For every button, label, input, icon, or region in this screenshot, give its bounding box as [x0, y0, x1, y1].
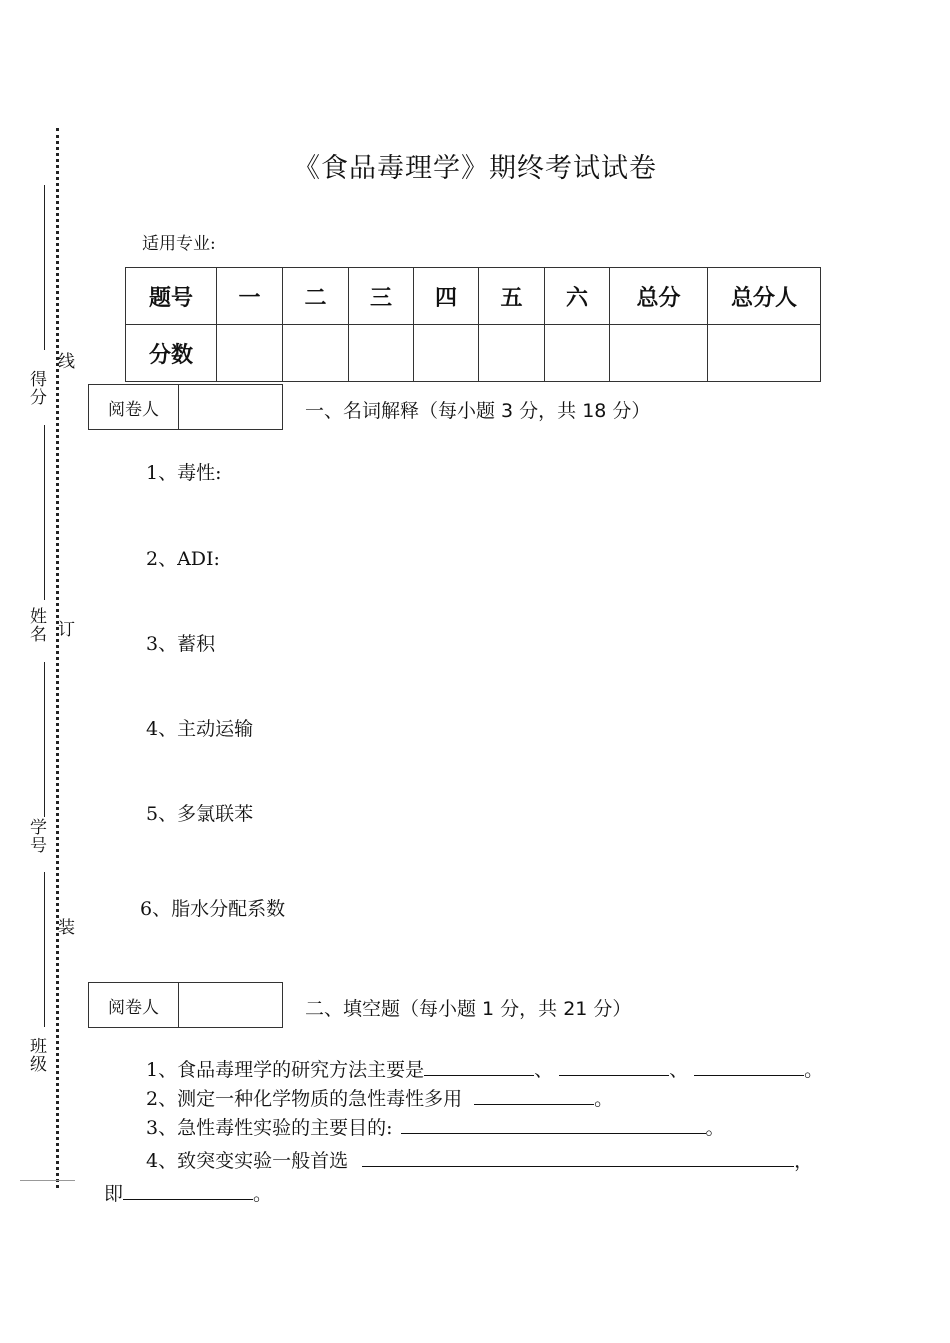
header-cell: 一: [217, 268, 283, 325]
reader-label: 阅卷人: [89, 983, 179, 1027]
score-table: [125, 267, 821, 382]
score-cell[interactable]: [217, 325, 283, 382]
term-item: 6、脂水分配系数: [140, 898, 286, 920]
score-cell[interactable]: [479, 325, 545, 382]
margin-blank-line: [44, 662, 45, 817]
header-cell: 三: [349, 268, 414, 325]
question-text: 2、测定一种化学物质的急性毒性多用: [146, 1088, 463, 1110]
margin-field-name: 姓名: [26, 607, 46, 643]
header-cell: 总分人: [708, 268, 821, 325]
header-cell: 六: [545, 268, 610, 325]
margin-label-ding: 订: [54, 620, 74, 638]
score-cell[interactable]: [414, 325, 479, 382]
term-item: 4、主动运输: [146, 718, 254, 740]
term-item: 5、多氯联苯: [146, 803, 254, 825]
answer-blank[interactable]: [401, 1113, 706, 1134]
reader-signature-cell[interactable]: [179, 983, 282, 1027]
reader-signature-cell[interactable]: [179, 385, 282, 429]
margin-blank-line: [44, 872, 45, 1027]
score-row-label: 分数: [126, 325, 217, 382]
answer-blank[interactable]: [559, 1055, 669, 1076]
section1-heading: 一、名词解释（每小题 3 分，共 18 分）: [305, 400, 651, 422]
score-cell[interactable]: [349, 325, 414, 382]
margin-field-student-id: 学号: [26, 818, 46, 854]
reader-box: [88, 384, 283, 430]
separator: 、: [669, 1059, 689, 1081]
margin-bottom-rule: [20, 1180, 75, 1181]
period: 。: [594, 1088, 614, 1110]
answer-blank[interactable]: [694, 1055, 804, 1076]
margin-label-line: 线: [54, 352, 74, 370]
comma: ，: [794, 1150, 814, 1172]
question-text: 1、食品毒理学的研究方法主要是: [146, 1059, 425, 1081]
score-cell[interactable]: [283, 325, 349, 382]
header-cell: 四: [414, 268, 479, 325]
fill-question-2: [146, 1084, 613, 1111]
period: 。: [705, 1117, 725, 1139]
term-item: 1、毒性:: [146, 462, 222, 484]
fill-question-4-continuation: [104, 1179, 272, 1206]
question-text: 3、急性毒性实验的主要目的:: [146, 1117, 393, 1139]
page-title: 《食品毒理学》期终考试试卷: [293, 153, 657, 184]
term-item: 2、ADI:: [146, 548, 220, 570]
margin-blank-line: [44, 425, 45, 600]
margin-label-zhuang: 装: [54, 918, 74, 936]
answer-blank[interactable]: [474, 1084, 594, 1105]
score-cell[interactable]: [708, 325, 821, 382]
question-text: 即: [104, 1183, 124, 1205]
margin-field-class: 班级: [26, 1037, 46, 1073]
question-text: 4、致突变实验一般首选: [146, 1150, 349, 1172]
score-cell[interactable]: [545, 325, 610, 382]
major-label: 适用专业:: [142, 234, 216, 254]
score-table-header-row: [126, 268, 821, 325]
header-cell: 总分: [610, 268, 708, 325]
header-cell: 题号: [126, 268, 217, 325]
binding-dotted-line: [56, 128, 59, 1188]
margin-blank-line: [44, 185, 45, 350]
separator: 、: [534, 1059, 554, 1081]
period: 。: [253, 1183, 273, 1205]
fill-question-4: [146, 1146, 813, 1173]
answer-blank[interactable]: [123, 1179, 253, 1200]
section2-heading: 二、填空题（每小题 1 分，共 21 分）: [305, 998, 632, 1020]
margin-field-score: 得分: [26, 370, 46, 406]
answer-blank[interactable]: [362, 1146, 794, 1167]
fill-question-1: [146, 1055, 823, 1082]
fill-question-3: [146, 1113, 725, 1140]
reader-box: [88, 982, 283, 1028]
period: 。: [804, 1059, 824, 1081]
header-cell: 二: [283, 268, 349, 325]
term-item: 3、蓄积: [146, 633, 216, 655]
header-cell: 五: [479, 268, 545, 325]
reader-label: 阅卷人: [89, 385, 179, 429]
answer-blank[interactable]: [424, 1055, 534, 1076]
score-cell[interactable]: [610, 325, 708, 382]
score-table-score-row: [126, 325, 821, 382]
